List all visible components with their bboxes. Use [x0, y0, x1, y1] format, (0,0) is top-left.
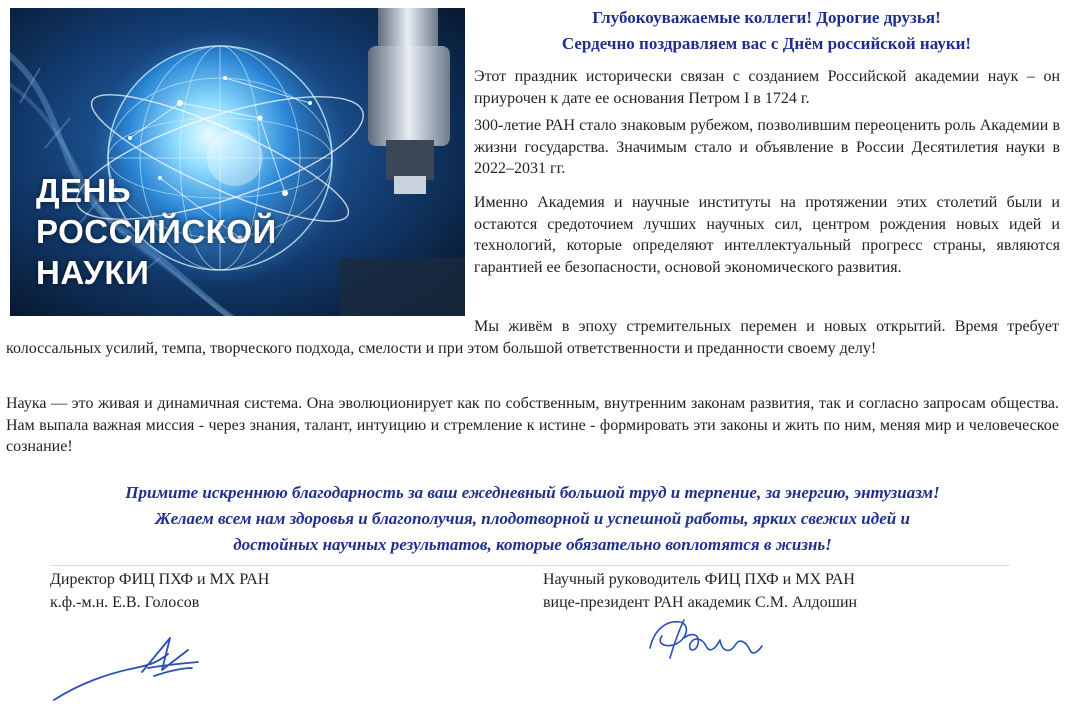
thanks-line-1: Примите искреннюю благодарность за ваш ежедневный большой труд и терпение, за энергию, энтузиазм! [125, 483, 940, 502]
greeting-line-2: Сердечно поздравляем вас с Днём российской науки! [561, 34, 972, 53]
scientific-head-handwritten-signature [640, 608, 770, 678]
thanks-block [6, 480, 1059, 558]
banner-title-line-2: РОССИЙСКОЙ [36, 213, 277, 250]
banner-title-line-1: ДЕНЬ [36, 172, 132, 209]
thanks-line-3: достойных научных результатов, которые обязательно воплотятся в жизнь! [233, 535, 832, 554]
signature-block-director [50, 568, 269, 614]
greeting-heading [465, 5, 1068, 57]
banner-image [10, 8, 465, 316]
greeting-line-1: Глубокоуважаемые коллеги! Дорогие друзья! [592, 8, 941, 27]
banner-title-line-3: НАУКИ [36, 254, 150, 291]
director-handwritten-signature [50, 628, 210, 704]
director-position: Директор ФИЦ ПХФ и МХ РАН [50, 571, 270, 588]
director-name: к.ф.-м.н. Е.В. Голосов [50, 594, 200, 611]
scientific-head-position: Научный руководитель ФИЦ ПХФ и МХ РАН [543, 571, 855, 588]
paragraph-3: Именно Академия и научные институты на протяжении этих столетий были и остаются средоточием лучших научных сил, центром рождения новых идей и технологий, которые определяют интеллектуальный прогресс страны, являются гарантией ее безопасности, основой экономического развития. [474, 194, 1060, 276]
paragraph-1: Этот праздник исторически связан с созданием Российской академии наук – он приурочен к дате ее основания Петром I в 1724 г. [474, 68, 1060, 107]
paragraph-2: 300-летие РАН стало знаковым рубежом, позволившим переоценить роль Академии в жизни государства. Значимым стало и объявление в России Десятилетия науки в 2022–2031 гг. [474, 117, 1060, 178]
paragraph-4: Мы живём в эпоху стремительных перемен и новых открытий. Время требует колоссальных усилий, темпа, творческого подхода, смелости и при этом большой ответственности и преданности своему делу! [6, 318, 1059, 357]
thanks-line-2: Желаем всем нам здоровья и благополучия, плодотворной и успешной работы, ярких свежих идей и [155, 509, 910, 528]
scientific-head-name: вице-президент РАН академик С.М. Алдошин [543, 594, 858, 611]
paragraph-5: Наука — это живая и динамичная система. Она эволюционирует как по собственным, внутренним законам развития, так и согласно запросам общества. Нам выпала важная миссия - через знания, талант, интуицию и стремление к истине - формировать эти законы и жить по ним, меняя мир и человеческое сознание! [6, 395, 1059, 456]
banner-title [36, 170, 277, 293]
signature-divider [50, 565, 1010, 566]
